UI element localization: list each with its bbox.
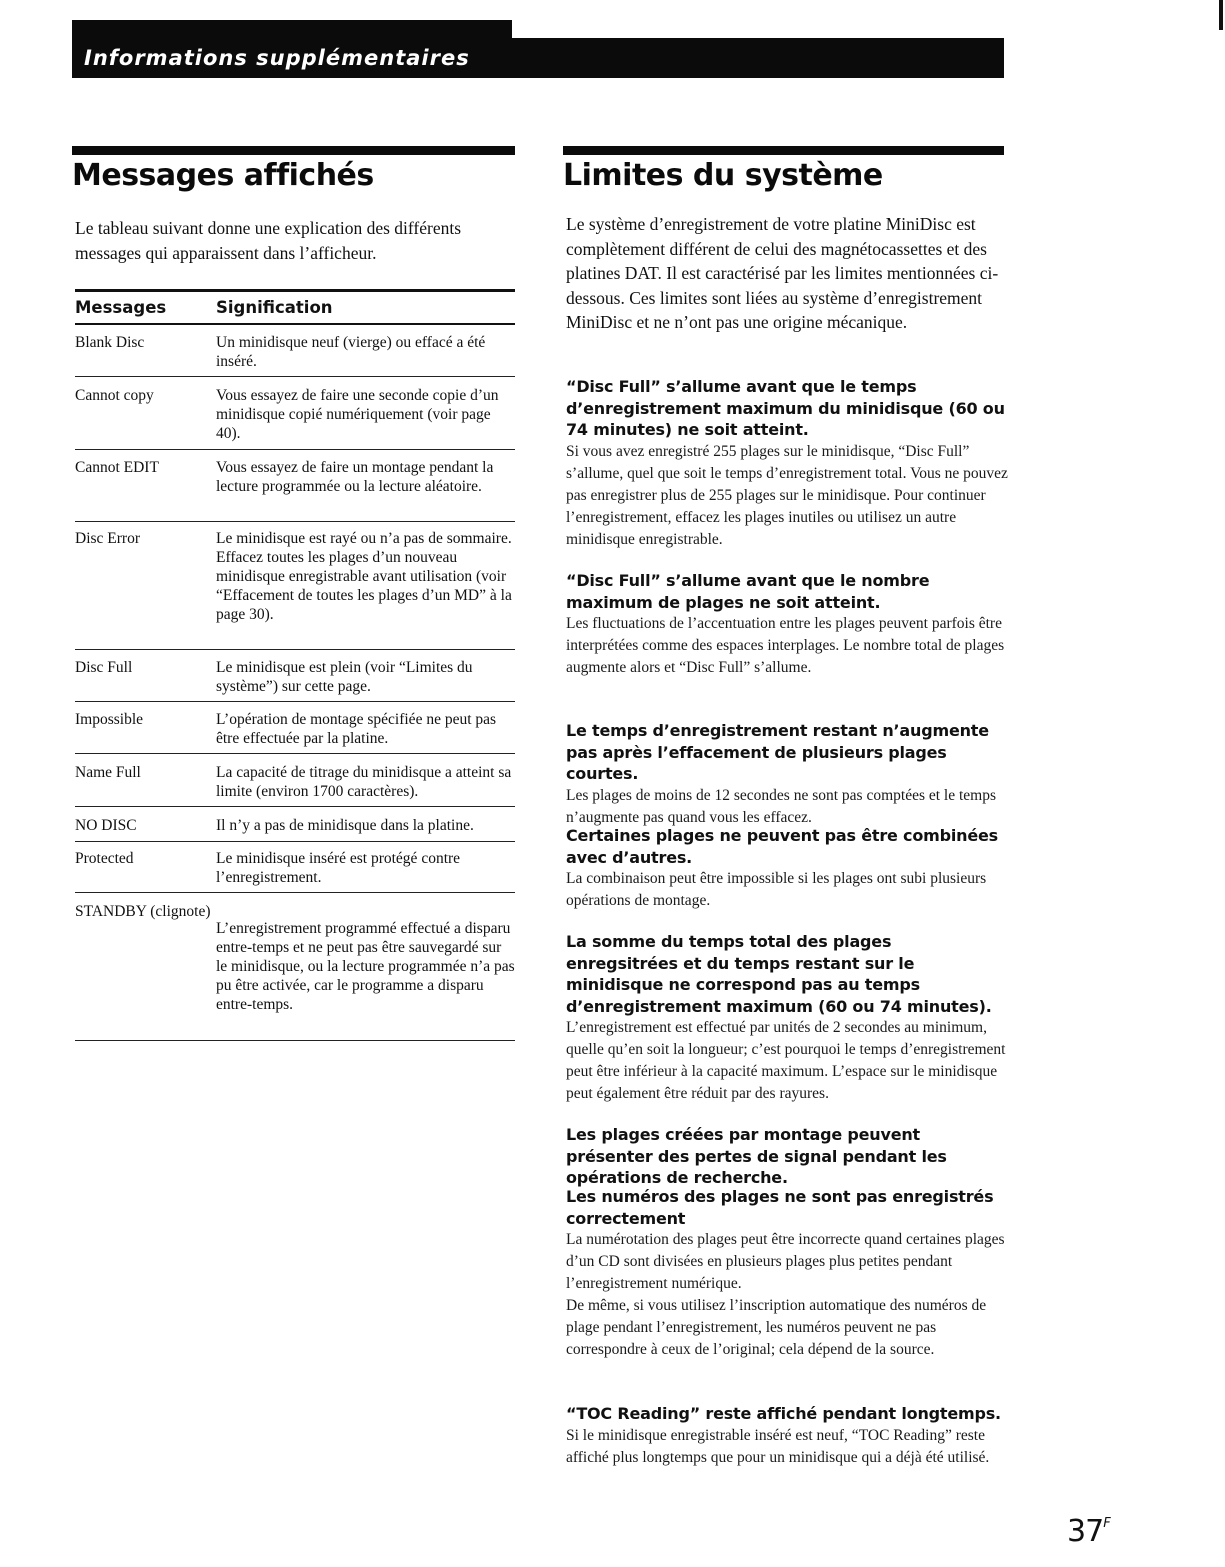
limit-item [566,376,1008,551]
limit-heading: Les numéros des plages ne sont pas enregistrés correctement [566,1187,994,1228]
row-divider [75,806,515,807]
row-signification: Le minidisque inséré est protégé contre l’enregistrement. [216,850,461,886]
section-rule-right [563,146,1004,155]
table-header-messages: Messages [75,298,167,317]
row-signification: Vous essayez de faire une seconde copie d’un minidisque copié numériquement (voir page 40). [216,387,499,442]
limit-heading: Le temps d’enregistrement restant n’augmente pas après l’effacement de plusieurs plages courtes. [566,721,989,783]
limit-item [566,570,1008,679]
limit-heading: Certaines plages ne peuvent pas être combinées avec d’autres. [566,826,998,867]
row-message: Disc Full [75,659,133,676]
limit-heading: “Disc Full” s’allume avant que le nombre maximum de plages ne soit atteint. [566,571,930,612]
row-message: Name Full [75,764,141,781]
edge-mark [1219,0,1223,30]
limit-body: Si le minidisque enregistrable inséré est neuf, “TOC Reading” reste affiché plus longtemps que pour un minidisque qui a déjà été utilisé. [566,1426,990,1466]
row-divider [75,521,515,522]
row-signification [216,529,516,624]
row-divider [75,376,515,377]
limit-heading: La somme du temps total des plages enregsitrées et du temps restant sur le minidisque ne correspond pas au temps d’enregistrement maximum (60 ou 74 minutes). [566,932,992,1016]
row-divider [75,892,515,893]
limit-body: Les fluctuations de l’accentuation entre les plages peuvent parfois être interprétées comme des espaces interplages. Le nombre total de plages augmente alors et “Disc Full” s’allume. [566,615,1005,676]
limit-body: Si vous avez enregistré 255 plages sur le minidisque, “Disc Full” s’allume, quel que soit le temps d’enregistrement total. Vous ne pouvez pas enregistrer plus de 255 plages sur le minidisque. Pour continuer l’enregistrement, effacez les plages inutiles ou utilisez un autre minidisque enregistrable. [566,442,1008,548]
page-number-value: 37 [1067,1514,1104,1549]
row-divider [75,449,515,450]
limit-item [566,1403,1008,1469]
row-divider [75,1040,515,1041]
row-message: Impossible [75,711,144,728]
row-signification: Vous essayez de faire un montage pendant la lecture programmée ou la lecture aléatoire. [216,459,494,495]
limit-body-continued: De même, si vous utilisez l’inscription automatique des numéros de plage pendant l’enregistrement, les numéros peuvent ne pas correspondre à ceux de l’original; cela dépend de la source. [566,1297,987,1358]
row-message: Cannot copy [75,387,154,404]
page-number [1067,1514,1110,1549]
row-divider [75,649,515,650]
row-signification: Il n’y a pas de minidisque dans la platine. [216,817,474,834]
section-rule-left [72,146,515,155]
limit-heading: “Disc Full” s’allume avant que le temps d’enregistrement maximum du minidisque (60 ou 74 minutes) ne soit atteint. [566,377,1005,439]
row-divider [75,841,515,842]
limit-item [566,1124,1008,1189]
row-message: Disc Error [75,530,140,547]
row-message: NO DISC [75,817,137,834]
section-title-limites: Limites du système [563,158,883,193]
row-message: Protected [75,850,134,867]
section-title-messages: Messages affichés [72,158,374,193]
limit-item [566,931,1008,1105]
header-title: Informations supplémentaires [84,46,470,70]
row-signification: La capacité de titrage du minidisque a atteint sa limite (environ 1700 caractères). [216,764,512,800]
page-number-suffix: F [1103,1516,1110,1531]
limit-item [566,720,1008,829]
row-message: Blank Disc [75,334,145,351]
right-intro: Le système d’enregistrement de votre platine MiniDisc est complètement différent de celui des magnétocassettes et des platines DAT. Il est caractérisé par les limites mentionnées ci-dessous. Ces limites sont liées au système d’enregistrement MiniDisc et ne n’ont pas une origine mécanique. [566,214,999,332]
table-header-rule [75,323,515,325]
row-signification: Le minidisque est plein (voir “Limites du système”) sur cette page. [216,659,473,695]
table-top-rule [75,289,515,292]
row-signification: L’opération de montage spécifiée ne peut pas être effectuée par la platine. [216,711,497,747]
limit-item [566,1186,1008,1361]
limit-item [566,825,1008,912]
limit-body: La combinaison peut être impossible si les plages ont subi plusieurs opérations de montage. [566,870,987,909]
table-header-signification: Signification [216,298,333,317]
limit-body: La numérotation des plages peut être incorrecte quand certaines plages d’un CD sont divisées en plusieurs plages plus petites pendant l’enregistrement numérique. [566,1231,1005,1292]
limit-body: Les plages de moins de 12 secondes ne sont pas comptées et le temps n’augmente pas quand vous les effacez. [566,786,997,826]
row-signification-line-2: Effacez toutes les plages d’un nouveau minidisque enregistrable avant utilisation (voir “Effacement de toutes les plages d’un MD” à la page 30). [216,549,512,623]
row-signification: Un minidisque neuf (vierge) ou effacé a été inséré. [216,334,486,370]
limit-body: L’enregistrement est effectué par unités de 2 secondes au minimum, quelle qu’en soit la longueur; c’est pourquoi le temps d’enregistrement peut être inférieur à la capacité maximum. L’espace sur le minidisque peut également être réduit par des rayures. [566,1019,1006,1102]
row-divider [75,701,515,702]
limit-heading: Les plages créées par montage peuvent présenter des pertes de signal pendant les opérations de recherche. [566,1125,947,1187]
row-signification: L’enregistrement programmé effectué a disparu entre-temps et ne peut pas être sauvegardé sur le minidisque, ou la lecture programmée n’a pas pu être activée, car le programme a disparu entre-temps. [216,920,515,1013]
row-signification-line-1: Le minidisque est rayé ou n’a pas de sommaire. [216,530,512,547]
limit-heading: “TOC Reading” reste affiché pendant longtemps. [566,1404,1001,1423]
row-divider [75,753,515,754]
row-message: Cannot EDIT [75,459,159,476]
row-message: STANDBY (clignote) [75,903,211,920]
left-intro: Le tableau suivant donne une explication des différents messages qui apparaissent dans l’afficheur. [75,218,462,263]
